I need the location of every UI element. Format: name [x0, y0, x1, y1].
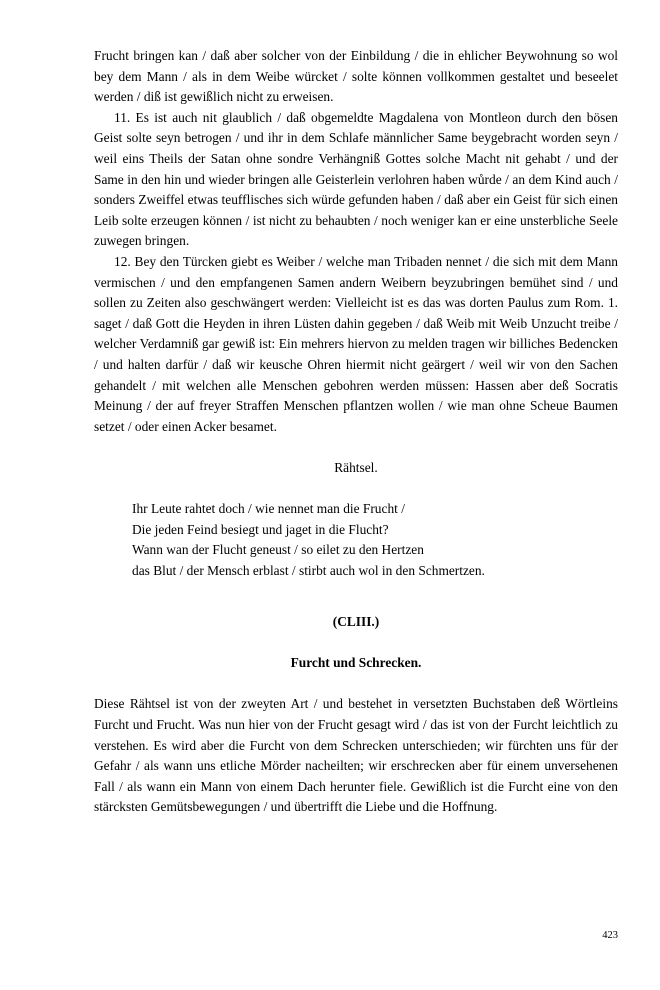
- spacer: [94, 581, 618, 602]
- paragraph-continuation: Frucht bringen kan / daß aber solcher von der Einbildung / die in ehlicher Beywohnung so wol bey dem Mann / als in dem Weibe würcket / solte können vollkommen gestaltet und beseelet werden / diß ist gewißlich nicht zu erweisen.: [94, 48, 618, 105]
- riddle-line: Wann wan der Flucht geneust / so eilet zu den Hertzen: [132, 542, 424, 558]
- paragraph-closing: Diese Rähtsel ist von der zweyten Art / und bestehet in versetzten Buchstaben deß Wörtleins Furcht und Frucht. Was nun hier von der Frucht gesagt wird / das ist von der Furcht leichtlich zu verstehen. Es wird aber die Furcht von dem Schrecken unterschieden; wir fürchten uns für der Gefahr / als wann uns etliche Mörder nacheilten; wir erschrecken aber für einem unversehenen Fall / als wann ein Mann von einem Dach herunter fiele. Gewißlich ist die Furcht eine von den stärcksten Gemütsbewegungen / und übertrifft die Liebe und die Hoffnung.: [94, 696, 618, 815]
- spacer: [94, 602, 618, 612]
- paragraph-item-11: 11. Es ist auch nit glaublich / daß obgemeldte Magdalena von Montleon durch den bösen Geist solte seyn betrogen / und ihr in dem Schlafe männlicher Same beygebracht worden seyn / weil eins Theils der Satan ohne sondre Verhängniß Gottes solche Macht nit gehabt / und der Same in den hin und wieder bringen alle Geisterlein verlohren haben wůrde / an dem Kind auch / sonders Zweiffel etwas teufflisches sich würde gefunden haben / daß aber ein Geist für sich einen Leib solte erzeugen können / ist nicht zu behaubten / noch weniger kan er eine unsterbliche Seele zuwegen bringen.: [94, 109, 618, 249]
- page-content: [94, 46, 618, 941]
- page-number: 423: [602, 930, 618, 941]
- riddle-line: das Blut / der Mensch erblast / stirbt auch wol in den Schmertzen.: [132, 562, 485, 578]
- spacer: [94, 674, 618, 695]
- spacer: [94, 633, 618, 654]
- spacer: [94, 478, 618, 499]
- riddle-line: Ihr Leute rahtet doch / wie nennet man die Frucht /: [132, 501, 405, 517]
- riddle-verse: [94, 499, 618, 581]
- chapter-title: Furcht und Schrecken.: [290, 655, 422, 671]
- riddle-heading: Rähtsel.: [334, 459, 378, 475]
- chapter-number: (CLIII.): [332, 614, 380, 630]
- spacer: [94, 437, 618, 458]
- paragraph-item-12: 12. Bey den Türcken giebt es Weiber / welche man Tribaden nennet / die sich mit dem Mann vermischen / und den empfangenen Samen andern Weibern beyzubringen bemühet sind / und sollen zu Zeiten also geschwängert werden: Vielleicht ist es das was dorten Paulus zum Rom. 1. saget / daß Gott die Heyden in ihren Lüsten dahin gegeben / daß Weib mit Weib Unzucht treibe / welcher Verdamniß gar gewiß ist: Ein mehrers hiervon zu melden tragen wir billiches Bedencken / und halten darfür / daß wir keusche Ohren hiermit nicht geärgert / weil wir von den Sachen gehandelt / mit welchen alle Menschen gebohren werden müssen: Hassen aber deß Socratis Meinung / der auf freyer Straffen Menschen pflantzen wollen / wie man ohne Scheue Baumen setzet / oder einen Acker besamet.: [94, 253, 618, 434]
- riddle-line: Die jeden Feind besiegt und jaget in die Flucht?: [132, 521, 389, 537]
